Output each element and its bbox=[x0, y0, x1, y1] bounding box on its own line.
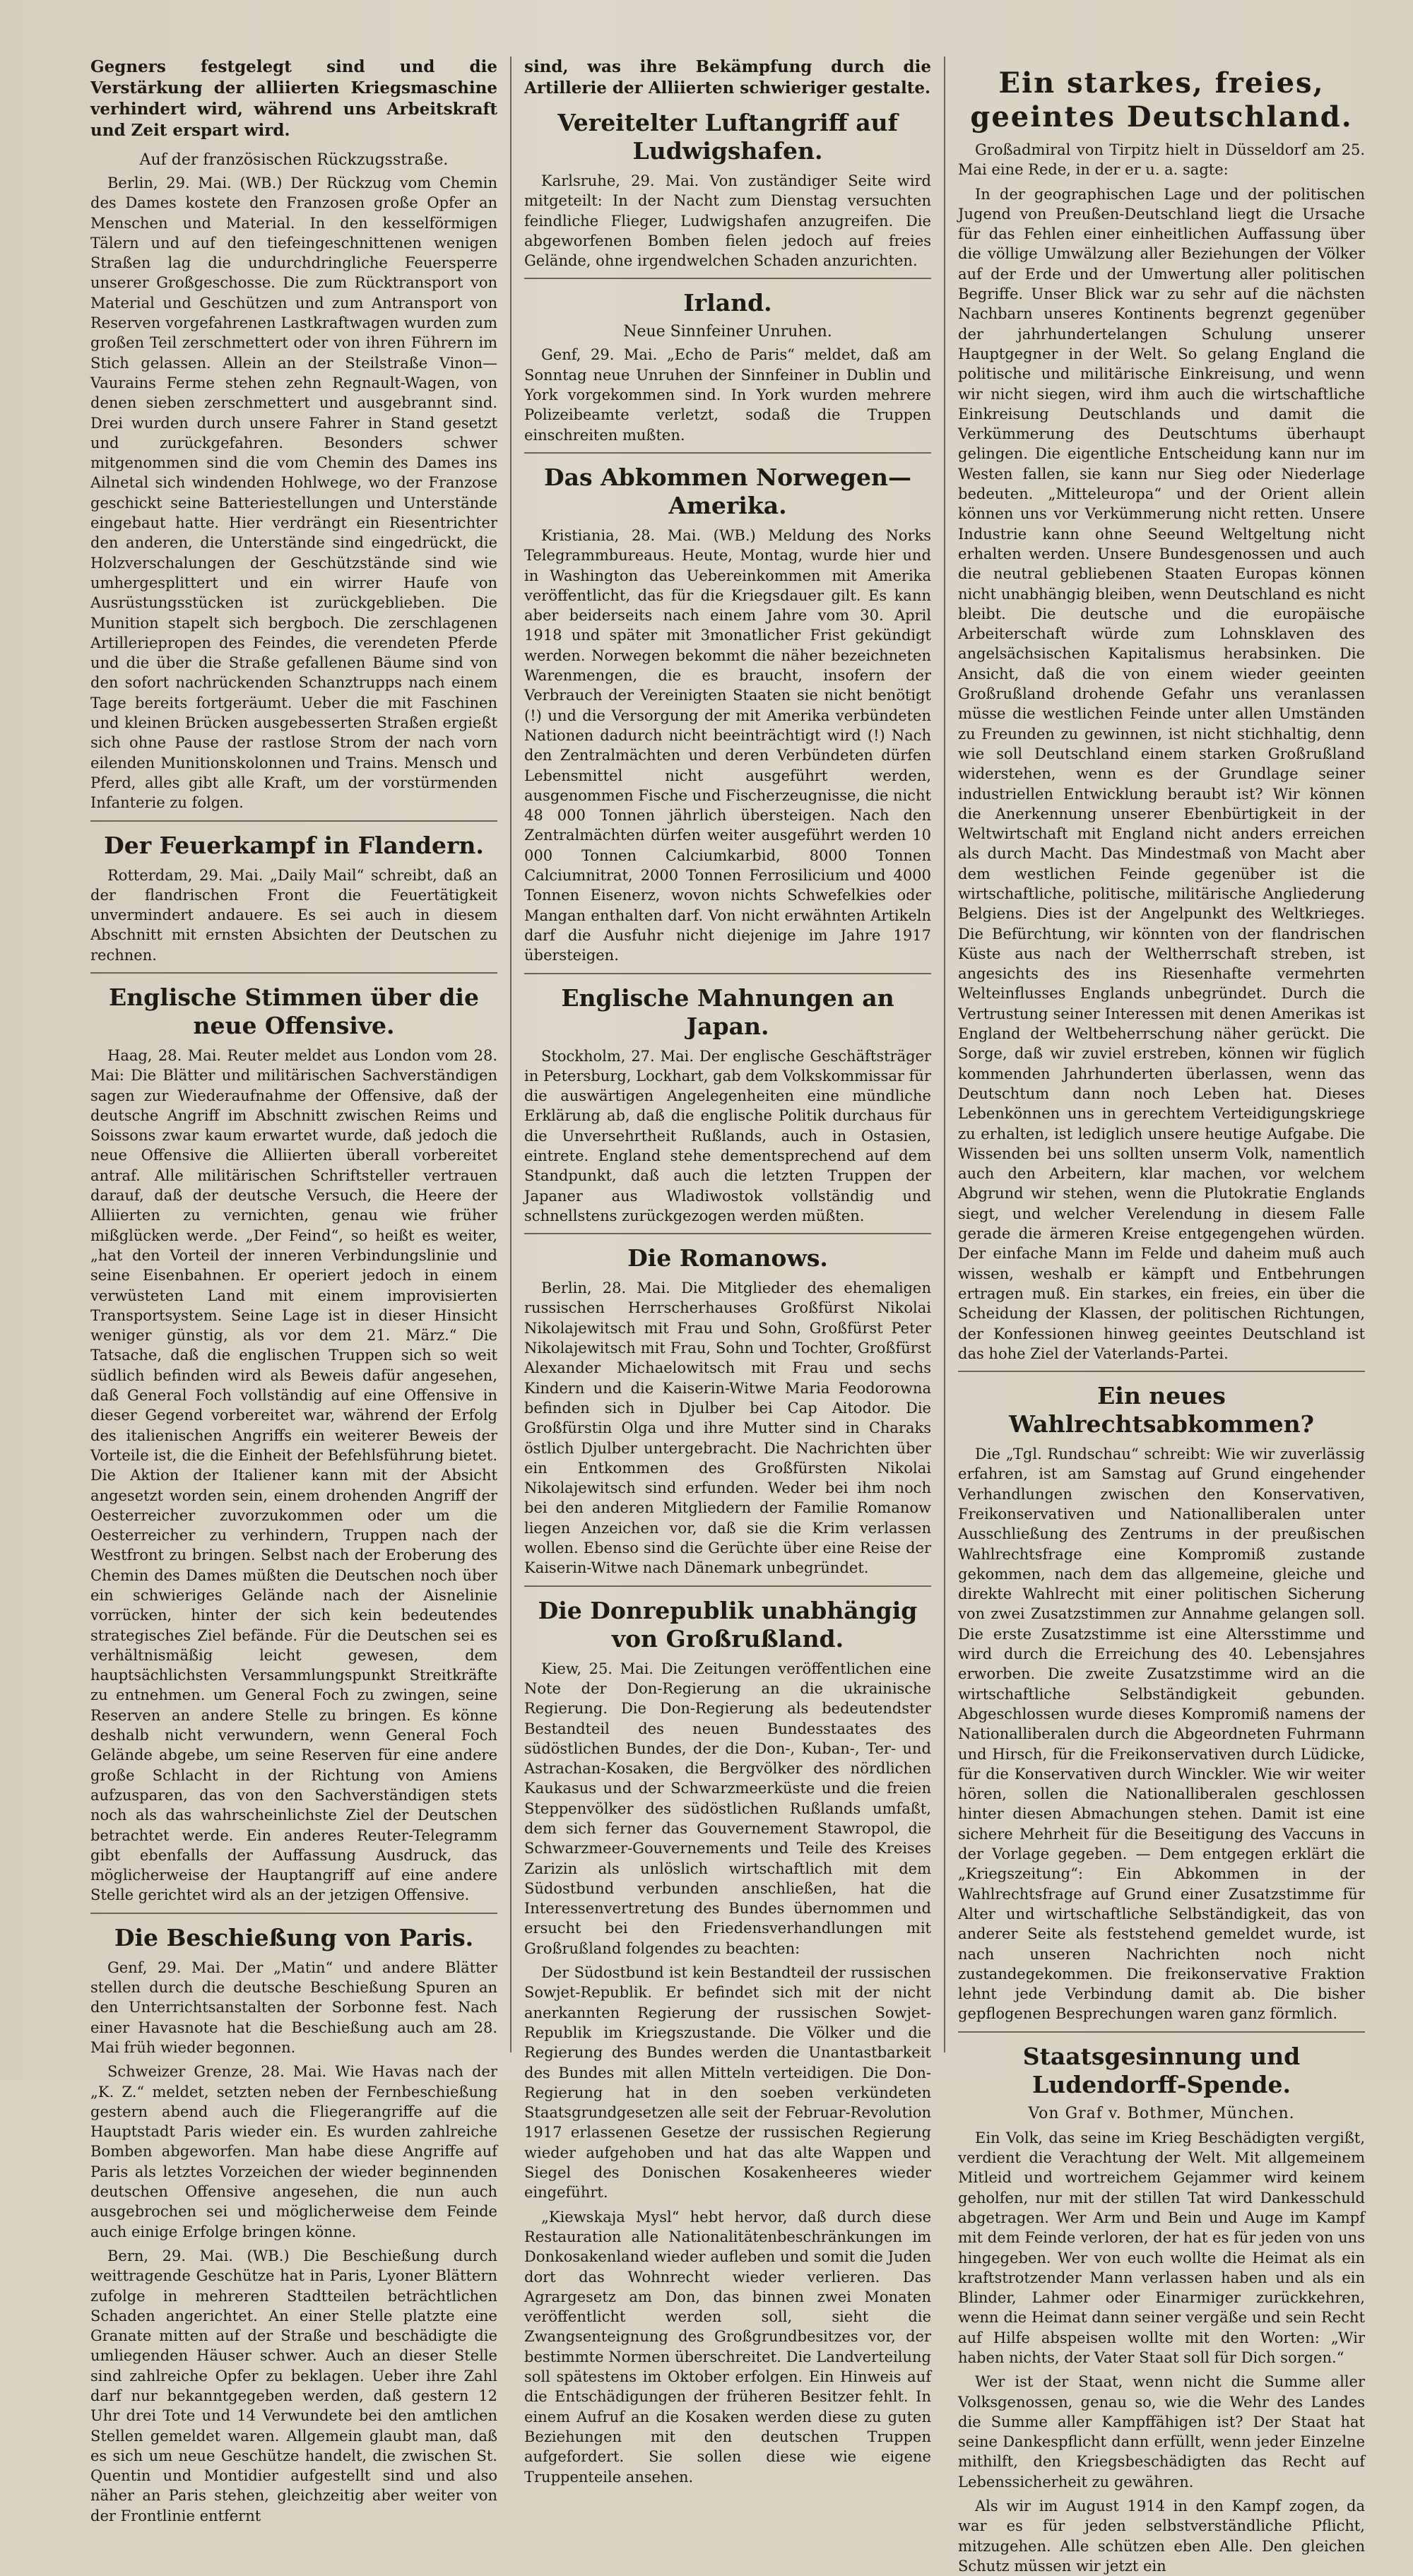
column-1 bbox=[78, 57, 512, 2524]
article-paragraph: In der geographischen Lage und der politischen Jugend von Preußen-Deutschland liegt die Ursache für das Fehlen einer einheitlichen Auffassung über die völlige Umwälzung aller Beziehungen der Völker auf der Erde und der Umwertung aller politischen Begriffe. Unser Blick war zu sehr auf die nächsten Nachbarn unseres Kontinents begrenzt gegenüber der jahrhundertelangen Schulung unserer Hauptgegner in der Welt. So gelang England die politische und militärische Einkreisung, und wenn wir nicht siegen, wird ihm auch die wirtschaftliche Einkreisung Deutschlands und damit die Verkümmerung des Deutschtums überhaupt gelingen. Die eigentliche Entscheidung kann nur im Westen fallen, sie kann nur Sieg oder Niederlage bedeuten. „Mitteleuropa“ und der Orient allein können uns vor Verkümmerung nicht retten. Unsere Industrie kann ohne Seeund Weltgeltung nicht erhalten werden. Unsere Bundesgenossen und auch die neutral gebliebenen Staaten Europas können nicht unabhängig bleiben, wenn Deutschland es nicht bleibt. Die deutsche und die europäische Arbeiterschaft würde zum Lohnsklaven des angelsächsischen Kapitalismus herabsinken. Die Ansicht, daß die von einem wieder geeinten Großrußland drohende Gefahr uns veranlassen müsse die westlichen Feinde unter allen Umständen zu Freunden zu gewinnen, ist nicht stichhaltig, denn wie soll Deutschland einem starken Großrußland widerstehen, wenn es der Grundlage seiner industriellen Entwicklung beraubt ist? Wir können die Anerkennung unserer Ebenbürtigkeit in der Weltwirtschaft mit England nicht anders erreichen als durch Macht. Das Mindestmaß von Macht aber dem westlichen Feinde gegenüber ist die wirtschaftliche, politische, militärische Angliederung Belgiens. Dies ist der Angelpunkt des Weltkrieges. Die Befürchtung, wir könnten von der flandrischen Küste aus nach der Weltherrschaft streben, ist angesichts des ins Riesenhafte vermehrten Welteinflusses Englands unbegründet. Durch die Vertrustung seiner Interessen mit denen Amerikas ist England der Weltbeherrschung näher gerückt. Die Sorge, daß wir zuviel erstreben, können wir füglich kommenden Jahrhunderten überlassen, wenn das Deutschtum dann noch Leben hat. Dieses Lebenkönnen uns in gerechtem Verteidigungskriege zu erhalten, ist lediglich unsere heutige Aufgabe. Die Wissenden bei uns sollten unserm Volk, namentlich auch den Arbeitern, klar machen, vor welchem Abgrund wir stehen, wenn die Plutokratie Englands siegt, und welcher Verelendung in diesem Falle gerade die ärmeren Kreise entgegengehen würden. Der einfache Mann im Felde und daheim muß auch wissen, weshalb er kämpft und Entbehrungen ertragen muß. Ein starkes, ein freies, ein über die Scheidung der Klassen, der politischen Richtungen, der Konfessionen hinweg geeintes Deutschland ist das hohe Ziel der Vaterlands-Partei. bbox=[958, 185, 1365, 1362]
article-subheading: Neue Sinnfeiner Unruhen. bbox=[623, 323, 832, 341]
article-headline: Die Donrepublik unabhängig von Großrußland. bbox=[538, 1596, 918, 1653]
continued-text: Gegners festgelegt sind und die Verstärkung der alliierten Kriegsmaschine verhindert wird, während uns Arbeitskraft und Zeit erspart wird. bbox=[90, 57, 497, 140]
article-headline: Ein starkes, freies, geeintes Deutschland. bbox=[970, 66, 1353, 134]
article-paragraph: Kiew, 25. Mai. Die Zeitungen veröffentlichen eine Note der Don-Regierung an die ukrainische Regierung. Die Don-Regierung als bedeutendster Bestandteil des neuen Bundesstaates des südöstlichen Bundes, der die Don-, Kuban-, Ter- und Astrachan-Kosaken, die Bergvölker des nördlichen Kaukasus und der Schwarzmeerküste und die freien Steppenvölker des südöstlichen Rußlands umfaßt, dem sich ferner das Gouvernement Stawropol, die Schwarzmeer-Gouvernements und Teile des Kreises Zarizin als unlöslich wirtschaftlich mit dem Südostbund verbunden anschließen, hat die Interessenvertretung des Bundes übernommen und ersucht bei den Friedensverhandlungen mit Großrußland folgendes zu beachten: bbox=[524, 1660, 931, 1957]
article-byline: Von Graf v. Bothmer, München. bbox=[1028, 2104, 1295, 2122]
article-paragraph: Als wir im August 1914 in den Kampf zogen, da war es für jeden selbstverständliche Pflicht, mitzugehen. Alle schützen eben Alle. Den gleichen Schutz müssen wir jetzt ein bbox=[958, 2498, 1365, 2575]
article-divider bbox=[958, 1371, 1365, 1372]
article-paragraph: „Kiewskaja Mysl“ hebt hervor, daß durch diese Restauration alle Nationalitätenbeschränkungen im Donkosakenland wieder aufleben und somit die Juden dort das Wohnrecht wieder verlieren. Das Agrargesetz am Don, das binnen zwei Monaten veröffentlicht werden soll, sieht die Zwangsenteignung des Großgrundbesitzes vor, der bestimmte Normen überschreitet. Die Landverteilung soll spätestens im Oktober erfolgen. Ein Hinweis auf die Entschädigungen der früheren Besitzer fehlt. In einem Aufruf an die Kosaken werden diese zu guten Beziehungen mit den deutschen Truppen aufgefordert. Sie sollen diese wie eigene Truppenteile ansehen. bbox=[524, 2208, 931, 2486]
article-headline: Irland. bbox=[683, 289, 772, 317]
article-paragraph: Großadmiral von Tirpitz hielt in Düsseldorf am 25. Mai eine Rede, in der er u. a. sagte: bbox=[958, 141, 1365, 179]
article-paragraph: Der Südostbund ist kein Bestandteil der russischen Sowjet-Republik. Er befindet sich mit der nicht anerkannten Regierung der russischen Sowjet-Republik im Kriegszustande. Die Völker und die Regierung des Bundes werden die Unantastbarkeit des Bundes mit allen Mitteln verteidigen. Die Don-Regierung hat in den soeben verkündeten Staatsgrundgesetzen alle seit der Februar-Revolution 1917 erlassenen Gesetze der russischen Regierung wieder aufgehoben und hat das alte Wappen und Siegel des Donischen Kosakenheeres wieder eingeführt. bbox=[524, 1964, 931, 2202]
column-3 bbox=[945, 57, 1378, 2575]
article-headline: Der Feuerkampf in Flandern. bbox=[104, 831, 484, 859]
columns bbox=[78, 57, 1378, 2575]
article-divider bbox=[90, 820, 497, 822]
article-subheading: Auf der französischen Rückzugsstraße. bbox=[139, 151, 449, 169]
article-paragraph: Schweizer Grenze, 28. Mai. Wie Havas nach der „K. Z.“ meldet, setzten neben der Fernbeschießung gestern abend auch die Fliegerangriffe auf die Hauptstadt Paris wieder ein. Es wurden zahlreiche Bomben abgeworfen. Man habe diese Angriffe auf Paris als letztes Vorzeichen der wieder beginnenden deutschen Offensive angesehen, die nun auch ausgebrochen sei und möglicherweise dem Feinde auch einige Erfolge bringen könne. bbox=[90, 2063, 497, 2240]
article-paragraph: Genf, 29. Mai. Der „Matin“ und andere Blätter stellen durch die deutsche Beschießung Spuren an den Unterrichtsanstalten der Sorbonne fest. Nach einer Havasnote hat die Beschießung auch am 28. Mai früh wieder begonnen. bbox=[90, 1958, 497, 2056]
article-paragraph: Bern, 29. Mai. (WB.) Die Beschießung durch weittragende Geschütze hat in Paris, Lyoner Blättern zufolge in mehreren Stadtteilen beträchtlichen Schaden angerichtet. An einer Stelle platzte eine Granate mitten auf der Straße und beschädigte die umliegenden Häuser schwer. Auch an dieser Stelle sind zahlreiche Opfer zu beklagen. Ueber ihre Zahl darf nur bekanntgegeben werden, daß gestern 12 Uhr drei Tote und 14 Verwundete bei den amtlichen Stellen gemeldet waren. Allgemein glaubt man, daß es sich um neue Geschütze handelt, die zwischen St. Quentin und Montidier aufgestellt sind und also näher an Paris stehen, gleichzeitig aber weiter von der Frontlinie entfernt bbox=[90, 2247, 497, 2524]
article-headline: Englische Mahnungen an Japan. bbox=[561, 983, 894, 1040]
article-headline: Ein neues Wahlrechtsabkommen? bbox=[1009, 1382, 1314, 1438]
article-paragraph: Stockholm, 27. Mai. Der englische Geschäftsträger in Petersburg, Lockhart, gab dem Volkskommissar für die auswärtigen Angelegenheiten eine mündliche Erklärung ab, daß die englische Politik durchaus für die Unversehrtheit Rußlands, auch in Ostasien, eintrete. England stehe dementsprechend auf dem Standpunkt, daß auch die letzten Truppen der Japaner aus Wladiwostok vollständig und schnellstens zurückgezogen werden müßten. bbox=[524, 1047, 931, 1224]
article-divider bbox=[524, 973, 931, 974]
article-divider bbox=[524, 278, 931, 279]
article-divider bbox=[90, 1913, 497, 1914]
article-divider bbox=[524, 1233, 931, 1234]
article-divider bbox=[958, 2031, 1365, 2033]
article-paragraph: Wer ist der Staat, wenn nicht die Summe aller Volksgenossen, genau so, wie die Wehr des Landes die Summe aller Kampffähigen ist? Der Staat hat seine Dankespflicht dann erfüllt, wenn jeder Einzelne mithilft, den Kriegsbeschädigten das Recht auf Lebenssicherheit zu gewähren. bbox=[958, 2373, 1365, 2491]
article-headline: Die Beschießung von Paris. bbox=[114, 1923, 474, 1951]
article-divider bbox=[90, 972, 497, 974]
continued-text: sind, was ihre Bekämpfung durch die Artillerie der Alliierten schwieriger gestalte. bbox=[524, 57, 931, 98]
article-paragraph: Ein Volk, das seine im Krieg Beschädigten vergißt, verdient die Verachtung der Welt. Mit allgemeinem Mitleid und wortreichem Gejammer wird keinem geholfen, nur mit der stillen Tat wird Dankesschuld abgetragen. Wer Arm und Bein und Auge im Kampf mit dem Feinde verloren, der hat es für jeden von uns hingegeben. Wer von euch wollte die Heimat als ein kraftstrotzender Mann verlassen haben und als ein Blinder, Lahmer oder Einarmiger zurückkehren, wenn die Heimat dann seiner vergäße und sein Recht auf Hilfe abspeisen wollte mit den Worten: „Wir haben nichts, der Vater Staat soll für Dich sorgen.“ bbox=[958, 2129, 1365, 2366]
article-paragraph: Kristiania, 28. Mai. (WB.) Meldung des Norks Telegrammbureaus. Heute, Montag, wurde hier und in Washington das Uebereinkommen mit Amerika veröffentlicht, das für die Kriegsdauer gilt. Es kann aber beiderseits nach einem Jahre vom 30. April 1918 und später mit 3monatlicher Frist gekündigt werden. Norwegen bekommt die näher bezeichneten Warenmengen, die es braucht, insofern der Verbrauch der Vereinigten Staaten sie nicht benötigt (!) und die Versorgung der mit Amerika verbündeten Nationen dadurch nicht beeinträchtigt wird (!) Nach den Zentralmächten und deren Verbündeten dürfen Lebensmittel nicht ausgeführt werden, ausgenommen Fische und Fischerzeugnisse, die nicht 48 000 Tonnen jährlich übersteigen. Nach den Zentralmächten dürfen weiter ausgeführt werden 10 000 Tonnen Calciumkarbid, 8000 Tonnen Calciumnitrat, 2000 Tonnen Ferrosilicium und 4000 Tonnen Eisenerz, wovon nichts Schwefelkies oder Mangan enthalten darf. Von nicht erwähnten Artikeln darf die Ausfuhr nicht diejenige im Jahre 1917 übersteigen. bbox=[524, 526, 932, 964]
article-paragraph: Die „Tgl. Rundschau“ schreibt: Wie wir zuverlässig erfahren, ist am Samstag auf Grund eingehender Verhandlungen zwischen den Konservativen, Freikonservativen und Nationalliberalen unter Ausschließung des Zentrums in der preußischen Wahlrechtsfrage eine Kompromiß zustande gekommen, nach dem das allgemeine, gleiche und direkte Wahlrecht mit einer politischen Sicherung von zwei Zusatzstimmen zur Annahme gelangen soll. Die erste Zusatzstimme ist eine Altersstimme und wird durch die Erreichung des 40. Lebensjahres erworben. Die zweite Zusatzstimme wird an die wirtschaftliche Selbständigkeit gebunden. Abgeschlossen wurde dieses Kompromiß namens der Nationalliberalen durch die Abgeordneten Fuhrmann und Hirsch, für die Freikonservativen durch Lüdicke, für die Konservativen durch Winckler. Wie wir weiter hören, sollen die Nationalliberalen geschlossen hinter diesen Abmachungen stehen. Damit ist eine sichere Mehrheit für die Beseitigung des Vaccuns in der Vorlage gegeben. — Dem entgegen erklärt die „Kriegszeitung“: Ein Abkommen in der Wahlrechtsfrage auf Grund einer Zusatzstimme für Alter und wirtschaftliche Selbständigkeit, das von anderer Seite als feststehend gemeldet wurde, ist nach unseren Nachrichten noch nicht zustandegekommen. Die freikonservative Fraktion lehnt jede Verbindung damit ab. Die bisher gepflogenen Besprechungen waren ganz förmlich. bbox=[958, 1446, 1365, 2023]
article-headline: Das Abkommen Norwegen—Amerika. bbox=[544, 463, 911, 519]
article-paragraph: Karlsruhe, 29. Mai. Von zuständiger Seite wird mitgeteilt: In der Nacht zum Dienstag versuchten feindliche Flieger, Ludwigshafen anzugreifen. Die abgeworfenen Bomben fielen jedoch auf freies Gelände, ohne irgendwelchen Schaden anzurichten. bbox=[524, 172, 931, 270]
article-paragraph: Berlin, 29. Mai. (WB.) Der Rückzug vom Chemin des Dames kostete den Franzosen große Opfer an Menschen und Material. In den kesselförmigen Tälern und auf den tiefeingeschnittenen wenigen Straßen lag die undurchdringliche Feuersperre unserer Großgeschosse. Die zum Rücktransport von Material und Geschützen und zum Antransport von Reserven vorgefahrenen Lastkraftwagen wurden zum großen Teil zerschmettert oder von ihren Führern im Stich gelassen. Allein an der Steilstraße Vinon—Vaurains Ferme stehen zehn Regnault-Wagen, von denen sieben zerschmettert und ausgebrannt sind. Drei wurden durch unsere Fahrer in Stand gesetzt und zurückgefahren. Besonders schwer mitgenommen sind die vom Chemin des Dames ins Ailnetal sich windenden Hohlwege, wo der Franzose geschickt seine Batteriestellungen und Unterstände eingebaut hatte. Hier verdrängt ein Riesentrichter den anderen, die Unterstände sind eingedrückt, die Holzverschalungen der Geschützstände sind wie umhergesplittert und ein wirrer Haufe von Ausrüstungsstücken ist zurückgeblieben. Die Munition stapelt sich bergboch. Die zerschlagenen Artilleriepropen des Feindes, die verendeten Pferde und die über die Straße gefallenen Bäume sind von den sofort nachrückenden Schanztrupps nach einem Tage bereits fortgeräumt. Ueber die mit Faschinen und kleinen Brücken ausgebesserten Straßen ergießt sich ohne Pause der rastlose Strom der nach vorn eilenden Munitionskolonnen und Trains. Mensch und Pferd, alles gibt alle Kraft, um der vorstürmenden Infanterie zu folgen. bbox=[90, 175, 497, 812]
article-paragraph: Rotterdam, 29. Mai. „Daily Mail“ schreibt, daß an der flandrischen Front die Feuertätigkeit unvermindert andauere. Es sei auch in diesem Abschnitt mit ernsten Absichten der Deutschen zu rechnen. bbox=[90, 866, 497, 964]
article-headline: Vereitelter Luftangriff auf Ludwigshafen. bbox=[557, 109, 898, 165]
article-paragraph: Berlin, 28. Mai. Die Mitglieder des ehemaligen russischen Herrscherhauses Großfürst Nikolai Nikolajewitsch mit Frau und Sohn, Großfürst Peter Nikolajewitsch mit Frau, Sohn und Tochter, Großfürst Alexander Michaelowitsch mit Frau und sechs Kindern und die Kaiserin-Witwe Maria Feodorowna befinden sich in Djulber bei Cap Aitodor. Die Großfürstin Olga und ihre Mutter sind in Charaks östlich Djulber untergebracht. Die Nachrichten über ein Entkommen des Großfürsten Nikolai Nikolajewitsch sind erfunden. Weder bei ihm noch bei den anderen Mitgliedern der Familie Romanow liegen Anzeichen vor, daß sie die Krim verlassen wollen. Ebenso sind die Gerüchte über eine Reise der Kaiserin-Witwe nach Dänemark unbegründet. bbox=[524, 1280, 931, 1577]
article-paragraph: Haag, 28. Mai. Reuter meldet aus London vom 28. Mai: Die Blätter und militärischen Sachverständigen sagen zur Wiederaufnahme der Offensive, daß der deutsche Angriff im Abschnitt zwischen Reims und Soissons zwar kaum erwartet wurde, daß jedoch die neue Offensive die Alliierten überall vorbereitet antraf. Alle militärischen Schriftsteller vertrauen darauf, daß der deutsche Versuch, die Heere der Alliierten zu vernichten, genau wie früher mißglücken werde. „Der Feind“, so heißt es weiter, „hat den Vorteil der inneren Verbindungslinie und seine Eisenbahnen. Er operiert jedoch in einem verwüsteten Land mit einem improvisierten Transportsystem. Seine Lage ist in dieser Hinsicht weniger günstig, als vor dem 21. März.“ Die Tatsache, daß die englischen Truppen sich so weit südlich befinden wird als Beweis dafür angesehen, daß General Foch vollständig auf eine Offensive in dieser Gegend vorbereitet war, während der Erfolg des italienischen Angriffs ein weiterer Beweis der Vorteile ist, die die Einheit der Befehlsführung bietet. Die Aktion der Italiener kann mit der Absicht angesetzt worden sein, einem drohenden Angriff der Oesterreicher zuvorzukommen oder um die Oesterreicher zu verhindern, Truppen nach der Westfront zu bringen. Selbst nach der Eroberung des Chemin des Dames müßten die Deutschen noch über ein schwieriges Gelände nach der Aisnelinie vorrücken, hinter der sich kein bedeutendes strategisches Ziel befände. Für die Deutschen sei es verhältnismäßig leicht gewesen, dem hauptsächlichsten Versammlungspunkt Streitkräfte zu entnehmen. um General Foch zu zwingen, seine Reserven an andere Stelle zu bringen. Es könne deshalb nicht verwundern, wenn General Foch Gelände abgebe, um seine Reserven für eine andere große Schlacht in der Richtung von Amiens aufzusparen, das von den Sachverständigen stets noch als das wahrscheinlichste Ziel der Deutschen betrachtet werde. Ein anderes Reuter-Telegramm gibt ebenfalls der Auffassung Ausdruck, das möglicherweise der Hauptangriff auf eine andere Stelle gerichtet wird als an der jetzigen Offensive. bbox=[90, 1046, 497, 1904]
article-divider bbox=[524, 1585, 931, 1587]
article-divider bbox=[524, 452, 931, 454]
article-headline: Staatsgesinnung und Ludendorff-Spende. bbox=[1022, 2042, 1301, 2098]
article-paragraph: Genf, 29. Mai. „Echo de Paris“ meldet, daß am Sonntag neue Unruhen der Sinnfeiner in Dublin und York vorgekommen sind. In York wurden mehrere Polizeibeamte verletzt, sodaß die Truppen einschreiten mußten. bbox=[524, 346, 931, 444]
article-headline: Englische Stimmen über die neue Offensive. bbox=[109, 983, 479, 1039]
article-headline: Die Romanows. bbox=[627, 1244, 828, 1272]
column-2 bbox=[512, 57, 945, 2486]
